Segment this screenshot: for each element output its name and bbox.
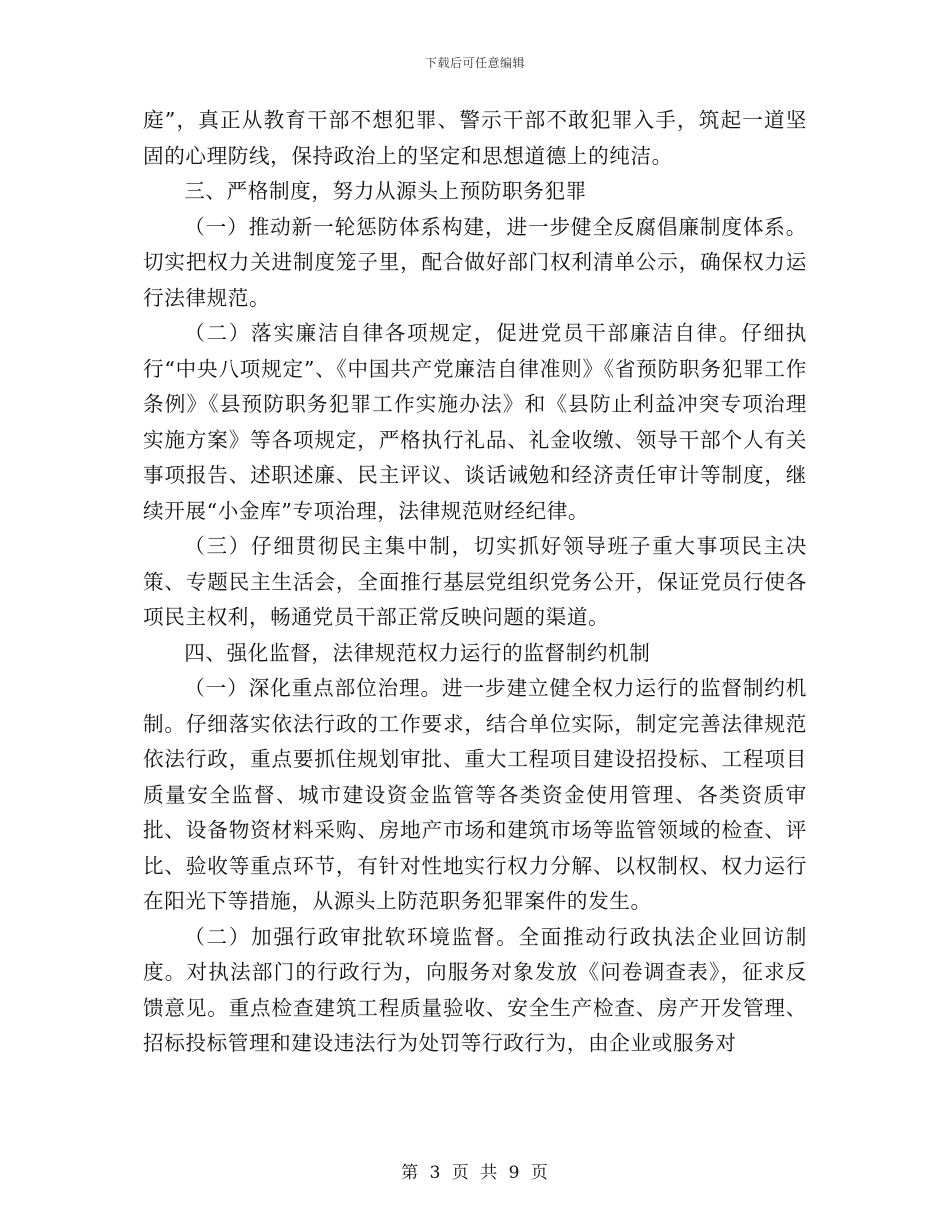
page-footer: 第 3 页 共 9 页	[401, 1163, 549, 1183]
page-header: 下载后可任意编辑	[424, 56, 525, 70]
section-heading-4: 四、强化监督，法律规范权力运行的监督制约机制	[184, 640, 651, 665]
paragraph-3-2: （二）落实廉洁自律各项规定，促进党员干部廉洁自律。仔细执行“中央八项规定”、《中国共产党廉洁自律准则》《省预防职务犯罪工作条例》《县预防职务犯罪工作实施办法》和《县防止利益冲突专项治理实施方案》等各项规定，严格执行礼品、礼金收缴、领导干部个人有关事项报告、述职述廉、民主评议、谈话诫勉和经济责任审计等制度，继续开展“小金库”专项治理，法律规范财经纪律。	[143, 321, 807, 523]
paragraph-4-1: （一）深化重点部位治理。进一步建立健全权力运行的监督制约机制。仔细落实依法行政的工作要求，结合单位实际，制定完善法律规范依法行政，重点要抓住规划审批、重大工程项目建设招投标、工程项目质量安全监督、城市建设资金监管等各类资金使用管理、各类资质审批、设备物资材料采购、房地产市场和建筑市场等监管领域的检查、评比、验收等重点环节，有针对性地实行权力分解、以权制权、权力运行在阳光下等措施，从源头上防范职务犯罪案件的发生。	[143, 676, 807, 913]
section-heading-3: 三、严格制度，努力从源头上预防职务犯罪	[184, 179, 587, 203]
paragraph-4-2: （二）加强行政审批软环境监督。全面推动行政执法企业回访制度。对执法部门的行政行为，向服务对象发放《问卷调查表》，征求反馈意见。重点检查建筑工程质量验收、安全生产检查、房产开发管理、招标投标管理和建设违法行为处罚等行政行为，由企业或服务对	[143, 924, 807, 1055]
document-body	[143, 103, 807, 1062]
paragraph-1: 庭”，真正从教育干部不想犯罪、警示干部不敢犯罪入手，筑起一道坚固的心理防线，保持政治上的坚定和思想道德上的纯洁。	[143, 108, 807, 168]
paragraph-3-1: （一）推动新一轮惩防体系构建，进一步健全反腐倡廉制度体系。切实把权力关进制度笼子里，配合做好部门权利清单公示，确保权力运行法律规范。	[143, 214, 807, 310]
paragraph-3-3: （三）仔细贯彻民主集中制，切实抓好领导班子重大事项民主决策、专题民主生活会，全面推行基层党组织党务公开，保证党员行使各项民主权利，畅通党员干部正常反映问题的渠道。	[143, 534, 807, 629]
